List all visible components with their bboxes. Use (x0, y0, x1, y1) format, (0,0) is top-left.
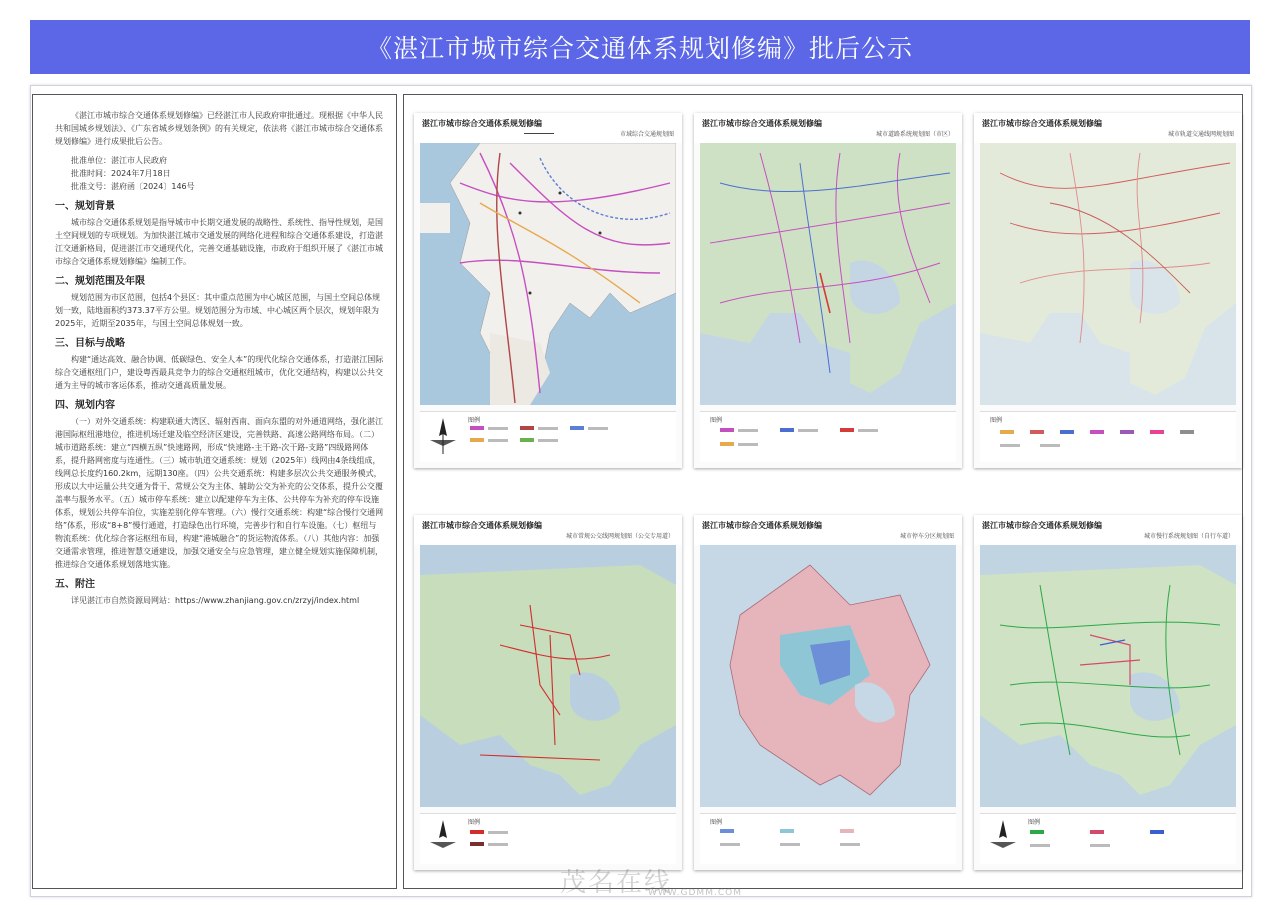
legend-swatch (1180, 430, 1194, 434)
legend-label-placeholder (720, 843, 740, 846)
approval-meta (55, 154, 384, 193)
section-body: 城市综合交通体系规划是指导城市中长期交通发展的战略性、系统性、指导性规划，是国土空间规划的专项规划。为加快湛江城市交通发展的网络化进程和综合交通体系建设，打造湛江交通新格局，促进湛江市交通现代化，完善交通基础设施，市政府于组织开展了《湛江市城市综合交通体系规划修编》编制工作。 (55, 218, 383, 266)
map-header (694, 515, 962, 545)
legend-label-placeholder (738, 443, 758, 446)
map-header (974, 515, 1242, 545)
legend-swatch (1120, 430, 1134, 434)
legend-swatch (720, 442, 734, 446)
legend-swatch (1090, 830, 1104, 834)
legend-swatch (1150, 430, 1164, 434)
legend-label-placeholder (780, 843, 800, 846)
legend-title: 图例 (468, 417, 481, 424)
legend-title: 图例 (1028, 819, 1041, 826)
map-title: 湛江市城市综合交通体系规划修编 (702, 119, 822, 128)
legend-swatch (1030, 830, 1044, 834)
map-card-regional[interactable] (414, 113, 682, 468)
map-legend (700, 411, 956, 462)
legend-title: 图例 (710, 819, 723, 826)
legend-label-placeholder (858, 429, 878, 432)
legend-label-placeholder (538, 439, 558, 442)
legend-swatch (1060, 430, 1074, 434)
watermark-logo: 茂名在线 (560, 868, 673, 898)
section-heading: 五、附注 (55, 579, 95, 590)
legend-label-placeholder (488, 831, 508, 834)
map-card-slow-traffic[interactable] (974, 515, 1242, 870)
map-image (980, 545, 1236, 807)
legend-swatch (1000, 430, 1014, 434)
legend-swatch (720, 428, 734, 432)
legend-label-placeholder (1000, 444, 1020, 447)
intro-paragraph: 《湛江市城市综合交通体系规划修编》已经湛江市人民政府审批通过。现根据《中华人民共和国城乡规划法》、《广东省城乡规划条例》的有关规定，依法将《湛江市城市综合交通体系规划修编》进行成果批后公告。 (55, 111, 383, 146)
legend-label-placeholder (488, 843, 508, 846)
compass-icon (426, 818, 460, 858)
legend-swatch (780, 829, 794, 833)
map-card-bus[interactable] (414, 515, 682, 870)
legend-swatch (470, 426, 484, 430)
section-heading: 四、规划内容 (55, 400, 115, 411)
map-card-roads[interactable] (694, 113, 962, 468)
map-subtitle: 市域综合交通规划图 (619, 131, 674, 138)
legend-label-placeholder (738, 429, 758, 432)
legend-swatch (780, 428, 794, 432)
legend-swatch (470, 842, 484, 846)
legend-swatch (1090, 430, 1104, 434)
legend-title: 图例 (990, 417, 1003, 424)
legend-title: 图例 (710, 417, 723, 424)
map-legend (700, 813, 956, 864)
maps-panel (403, 94, 1243, 889)
page-title-bar (30, 20, 1250, 74)
watermark-url: WWW.GDMM.COM (648, 888, 742, 898)
legend-swatch (840, 428, 854, 432)
map-subtitle: 城市停车分区规划图 (899, 533, 954, 540)
notice-board (30, 85, 1252, 897)
legend-label-placeholder (1090, 844, 1110, 847)
document-number-text: 批准文号：湛府函〔2024〕146号 (71, 182, 195, 191)
map-title: 湛江市城市综合交通体系规划修编 (422, 521, 542, 530)
legend-label-placeholder (798, 429, 818, 432)
map-image (700, 545, 956, 807)
section-body: 规划范围为市区范围，包括4个县区：其中重点范围为中心城区范围，与国土空间总体规划一致，陆地面积约373.37平方公里。规划范围分为市域、中心城区两个层次，规划年限为2025年，近期至2035年，与国土空间总体规划一致。 (55, 293, 381, 328)
legend-swatch (470, 438, 484, 442)
section-heading: 三、目标与战略 (55, 338, 125, 349)
legend-swatch (1030, 430, 1044, 434)
map-legend (980, 411, 1236, 462)
subtitle-rule (524, 133, 554, 134)
page-title: 《湛江市城市综合交通体系规划修编》批后公示 (366, 34, 913, 63)
map-title: 湛江市城市综合交通体系规划修编 (982, 521, 1102, 530)
compass-icon (986, 818, 1020, 858)
legend-swatch (570, 426, 584, 430)
map-image (980, 143, 1236, 405)
approver-text: 批准单位：湛江市人民政府 (71, 156, 167, 165)
compass-icon (426, 416, 460, 456)
section-body: （一）对外交通系统：构建联通大湾区、辐射西南、面向东盟的对外通道网络，强化湛江港国际枢纽港地位，推进机场迁建及临空经济区建设，完善铁路、高速公路网络布局。（二）城市道路系统：建立“四横五纵”快速路网，形成“快速路-主干路-次干路-支路”四级路网体系，提升路网密度与连通性。（三）城市轨道交通系统：规划（2025年）线网由4条线组成，线网总长度约160.2km，远期130座。（四）公共交通系统：构建多层次公共交通服务模式，形成以大中运量公共交通为骨干、常规公交为主体、辅助公交为补充的公交体系，提升公交覆盖率与服务水平。（五）城市停车系统：建立以配建停车为主体、公共停车为补充的停车设施体系，规划公共停车泊位，实施差别化停车管理。（六）慢行交通系统：构建“综合慢行交通网络”体系，形成“8+8”慢行通道，打造绿色出行环境，完善步行和自行车设施。（七）枢纽与物流系统：优化综合客运枢纽布局，构建“港城融合”的货运物流体系。（八）其他内容：加强交通需求管理，推进智慧交通建设，加强交通安全与应急管理，建立健全规划实施保障机制，推进综合交通体系规划落地实施。 (55, 417, 384, 569)
legend-label-placeholder (488, 439, 508, 442)
map-card-parking[interactable] (694, 515, 962, 870)
map-legend (420, 411, 676, 462)
legend-label-placeholder (488, 427, 508, 430)
legend-label-placeholder (840, 843, 860, 846)
map-subtitle: 城市常规公交线网规划图（公交专用道） (565, 533, 674, 540)
legend-swatch (520, 426, 534, 430)
map-header (974, 113, 1242, 143)
legend-label-placeholder (538, 427, 558, 430)
section-body: 详见湛江市自然资源局网站：https://www.zhanjiang.gov.cn/zrzyj/index.html (71, 596, 360, 605)
section-heading: 二、规划范围及年限 (55, 276, 145, 287)
legend-swatch (840, 829, 854, 833)
legend-label-placeholder (1040, 444, 1060, 447)
legend-swatch (520, 438, 534, 442)
legend-title: 图例 (468, 819, 481, 826)
map-image (420, 143, 676, 405)
map-legend (420, 813, 676, 864)
map-subtitle: 城市道路系统规划图（市区） (875, 131, 954, 138)
map-title: 湛江市城市综合交通体系规划修编 (982, 119, 1102, 128)
map-header (414, 515, 682, 545)
map-card-rail[interactable] (974, 113, 1242, 468)
map-subtitle: 城市慢行系统规划图（自行车道） (1143, 533, 1234, 540)
legend-swatch (470, 830, 484, 834)
map-header (414, 113, 682, 143)
section-body: 构建“通达高效、融合协调、低碳绿色、安全人本”的现代化综合交通体系，打造湛江国际综合交通枢纽门户，建设粤西最具竞争力的综合交通枢纽城市，优化交通结构，构建以公共交通为主导的城市客运体系，推动交通高质量发展。 (55, 355, 384, 390)
map-image (700, 143, 956, 405)
approval-date-text: 批准时间：2024年7月18日 (71, 169, 171, 178)
map-title: 湛江市城市综合交通体系规划修编 (702, 521, 822, 530)
text-panel (32, 94, 397, 889)
legend-label-placeholder (588, 427, 608, 430)
map-subtitle: 城市轨道交通线网规划图 (1167, 131, 1234, 138)
legend-swatch (1150, 830, 1164, 834)
map-legend (980, 813, 1236, 864)
legend-label-placeholder (1030, 844, 1050, 847)
map-image (420, 545, 676, 807)
map-header (694, 113, 962, 143)
section-heading: 一、规划背景 (55, 201, 115, 212)
legend-swatch (720, 829, 734, 833)
map-title: 湛江市城市综合交通体系规划修编 (422, 119, 542, 128)
